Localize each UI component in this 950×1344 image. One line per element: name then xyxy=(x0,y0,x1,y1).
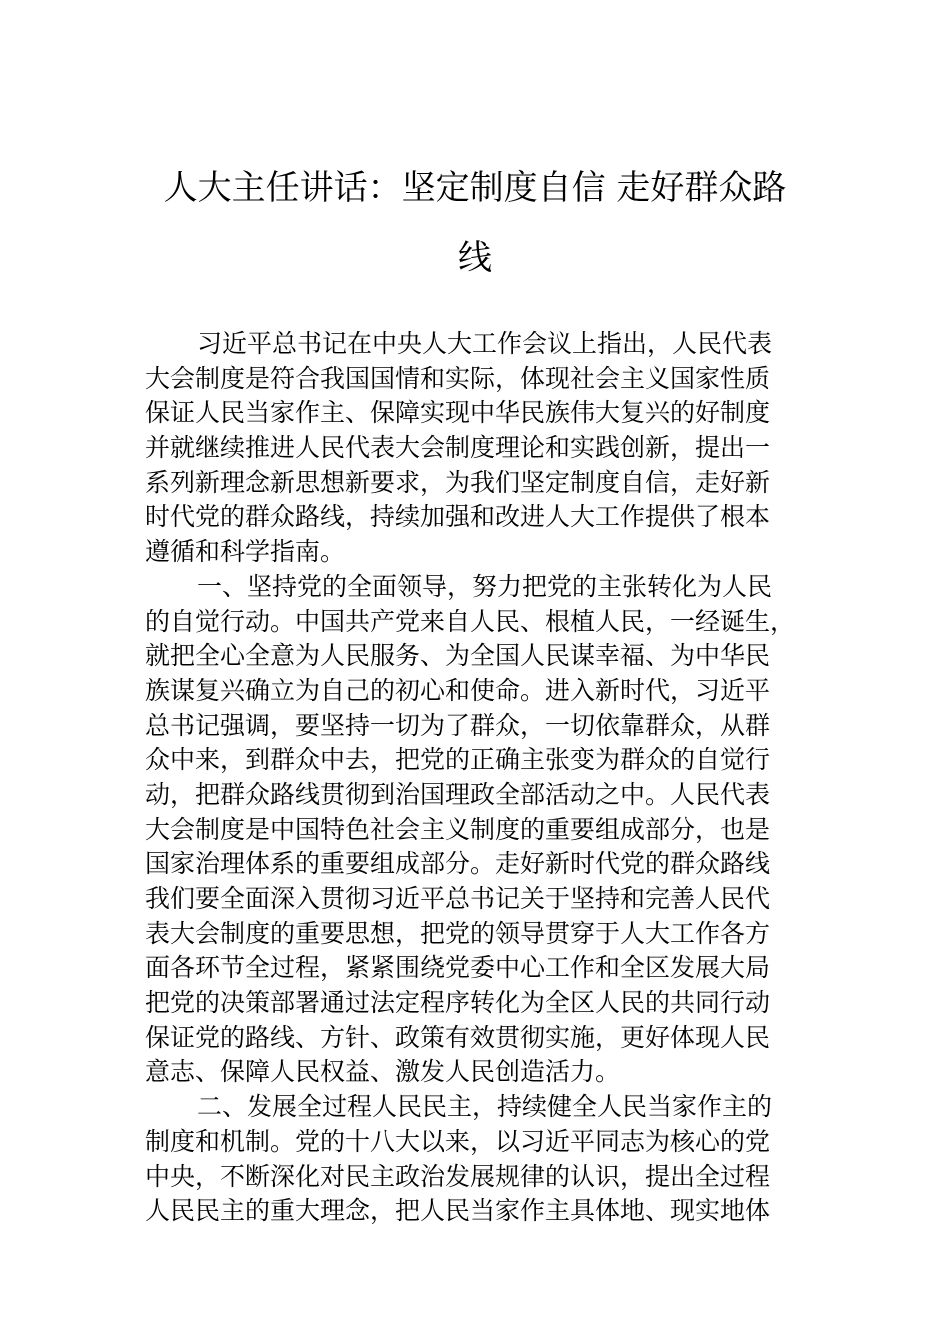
paragraph-line: 国家治理体系的重要组成部分。走好新时代党的群众路线 xyxy=(145,849,771,879)
paragraph-line: 我们要全面深入贯彻习近平总书记关于坚持和完善人民代 xyxy=(145,884,771,913)
paragraph-line: 一、坚持党的全面领导，努力把党的主张转化为人民 xyxy=(197,571,773,601)
paragraph-line: 总书记强调，要坚持一切为了群众，一切依靠群众，从群 xyxy=(145,710,771,740)
document-title-line-1: 人大主任讲话：坚定制度自信 走好群众路 xyxy=(163,168,787,208)
paragraph-line: 遵循和科学指南。 xyxy=(145,537,346,567)
paragraph-line: 习近平总书记在中央人大工作会议上指出，人民代表 xyxy=(197,329,773,358)
paragraph-line: 制度和机制。党的十八大以来，以习近平同志为核心的党 xyxy=(145,1126,771,1156)
paragraph-line: 动，把群众路线贯彻到治国理政全部活动之中。人民代表 xyxy=(145,779,771,809)
paragraph-line: 表大会制度的重要思想，把党的领导贯穿于人大工作各方 xyxy=(145,918,771,948)
paragraph-line: 把党的决策部署通过法定程序转化为全区人民的共同行动 xyxy=(145,988,771,1018)
paragraph-line: 二、发展全过程人民民主，持续健全人民当家作主的 xyxy=(197,1092,773,1122)
paragraph-line: 中央，不断深化对民主政治发展规律的认识，提出全过程 xyxy=(145,1161,771,1191)
paragraph-line: 族谋复兴确立为自己的初心和使命。进入新时代，习近平 xyxy=(145,675,771,705)
paragraph-line: 面各环节全过程，紧紧围绕党委中心工作和全区发展大局 xyxy=(145,953,771,983)
paragraph-line: 众中来，到群众中去，把党的正确主张变为群众的自觉行 xyxy=(145,745,771,775)
paragraph-line: 保证人民当家作主、保障实现中华民族伟大复兴的好制度 xyxy=(145,398,771,428)
document-body xyxy=(145,327,835,1229)
paragraph-line: 的自觉行动。中国共产党来自人民、根植人民，一经诞生， xyxy=(145,606,796,636)
paragraph-line: 人民民主的重大理念，把人民当家作主具体地、现实地体 xyxy=(145,1196,771,1226)
paragraph-line: 时代党的群众路线，持续加强和改进人大工作提供了根本 xyxy=(145,502,771,532)
paragraph-line: 并就继续推进人民代表大会制度理论和实践创新，提出一 xyxy=(145,433,771,463)
paragraph-line: 意志、保障人民权益、激发人民创造活力。 xyxy=(145,1057,621,1087)
paragraph-line: 就把全心全意为人民服务、为全国人民谋幸福、为中华民 xyxy=(145,641,771,671)
document-title-line-2: 线 xyxy=(458,238,492,278)
paragraph-line: 大会制度是中国特色社会主义制度的重要组成部分，也是 xyxy=(145,814,771,844)
paragraph-line: 大会制度是符合我国国情和实际，体现社会主义国家性质 xyxy=(145,363,771,393)
paragraph-line: 系列新理念新思想新要求，为我们坚定制度自信，走好新 xyxy=(145,467,771,497)
paragraph-line: 保证党的路线、方针、政策有效贯彻实施，更好体现人民 xyxy=(145,1022,771,1052)
